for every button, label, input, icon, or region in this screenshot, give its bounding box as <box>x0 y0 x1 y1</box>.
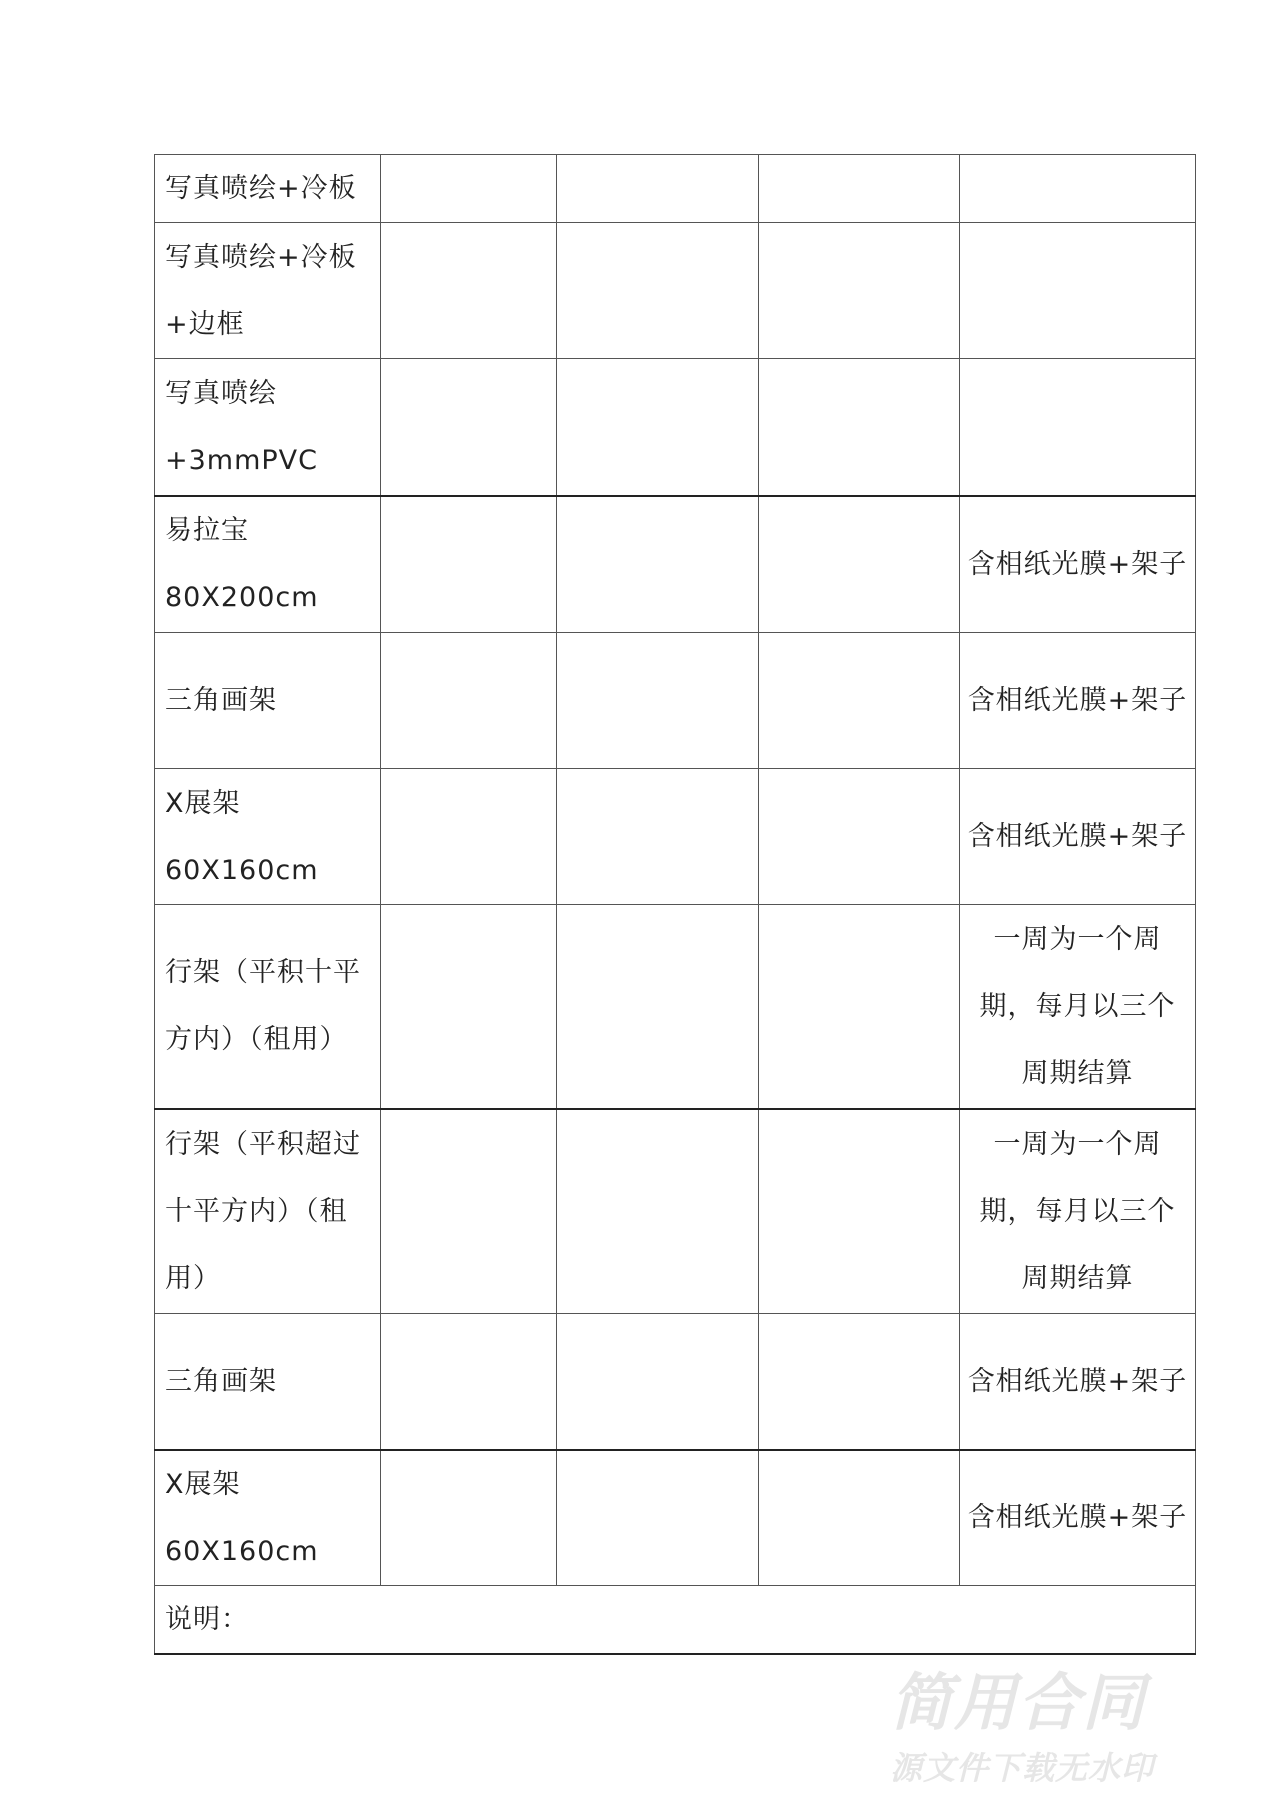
table-row <box>155 1450 1196 1586</box>
note-cell <box>960 359 1196 496</box>
empty-cell <box>381 1109 557 1314</box>
note-cell: 含相纸光膜+架子 <box>960 1314 1196 1450</box>
item-cell: 写真喷绘+冷板 <box>155 155 381 223</box>
empty-cell <box>557 769 759 905</box>
empty-cell <box>381 769 557 905</box>
note-cell <box>960 155 1196 223</box>
note-cell: 含相纸光膜+架子 <box>960 769 1196 905</box>
empty-cell <box>759 769 960 905</box>
empty-cell <box>557 1450 759 1586</box>
item-cell: 写真喷绘+冷板+边框 <box>155 223 381 359</box>
item-cell: 行架（平积超过十平方内）（租用） <box>155 1109 381 1314</box>
empty-cell <box>557 223 759 359</box>
footer-row <box>155 1585 1196 1654</box>
note-cell: 一周为一个周期，每月以三个周期结算 <box>960 1109 1196 1314</box>
item-cell: 行架（平积十平方内）（租用） <box>155 905 381 1109</box>
empty-cell <box>759 905 960 1109</box>
note-cell: 一周为一个周期，每月以三个周期结算 <box>960 905 1196 1109</box>
empty-cell <box>557 633 759 769</box>
remarks-label: 说明： <box>155 1585 1196 1654</box>
empty-cell <box>759 633 960 769</box>
empty-cell <box>557 155 759 223</box>
empty-cell <box>759 496 960 633</box>
item-cell: 三角画架 <box>155 1314 381 1450</box>
empty-cell <box>759 223 960 359</box>
empty-cell <box>759 359 960 496</box>
table-row <box>155 1109 1196 1314</box>
item-cell: X展架 60X160cm <box>155 769 381 905</box>
empty-cell <box>759 1314 960 1450</box>
note-cell: 含相纸光膜+架子 <box>960 633 1196 769</box>
empty-cell <box>557 496 759 633</box>
price-table <box>154 154 1196 1655</box>
note-cell <box>960 223 1196 359</box>
table-row <box>155 359 1196 496</box>
empty-cell <box>557 359 759 496</box>
note-cell: 含相纸光膜+架子 <box>960 496 1196 633</box>
empty-cell <box>557 905 759 1109</box>
empty-cell <box>557 1314 759 1450</box>
empty-cell <box>381 223 557 359</box>
empty-cell <box>759 1450 960 1586</box>
item-cell: X展架 60X160cm <box>155 1450 381 1586</box>
watermark-title: 简用合同 <box>890 1666 1147 1739</box>
table-row <box>155 155 1196 223</box>
empty-cell <box>381 633 557 769</box>
item-cell: 易拉宝 80X200cm <box>155 496 381 633</box>
item-cell: 三角画架 <box>155 633 381 769</box>
item-cell: 写真喷绘 +3mmPVC <box>155 359 381 496</box>
empty-cell <box>381 1450 557 1586</box>
table-row <box>155 223 1196 359</box>
empty-cell <box>557 1109 759 1314</box>
table-row <box>155 905 1196 1109</box>
empty-cell <box>381 1314 557 1450</box>
empty-cell <box>759 1109 960 1314</box>
note-cell: 含相纸光膜+架子 <box>960 1450 1196 1586</box>
empty-cell <box>381 359 557 496</box>
table-row <box>155 496 1196 633</box>
empty-cell <box>381 905 557 1109</box>
empty-cell <box>381 496 557 633</box>
watermark-subtitle: 源文件下载无水印 <box>890 1749 1155 1787</box>
empty-cell <box>759 155 960 223</box>
empty-cell <box>381 155 557 223</box>
table-row <box>155 1314 1196 1450</box>
table-row <box>155 633 1196 769</box>
table-row <box>155 769 1196 905</box>
